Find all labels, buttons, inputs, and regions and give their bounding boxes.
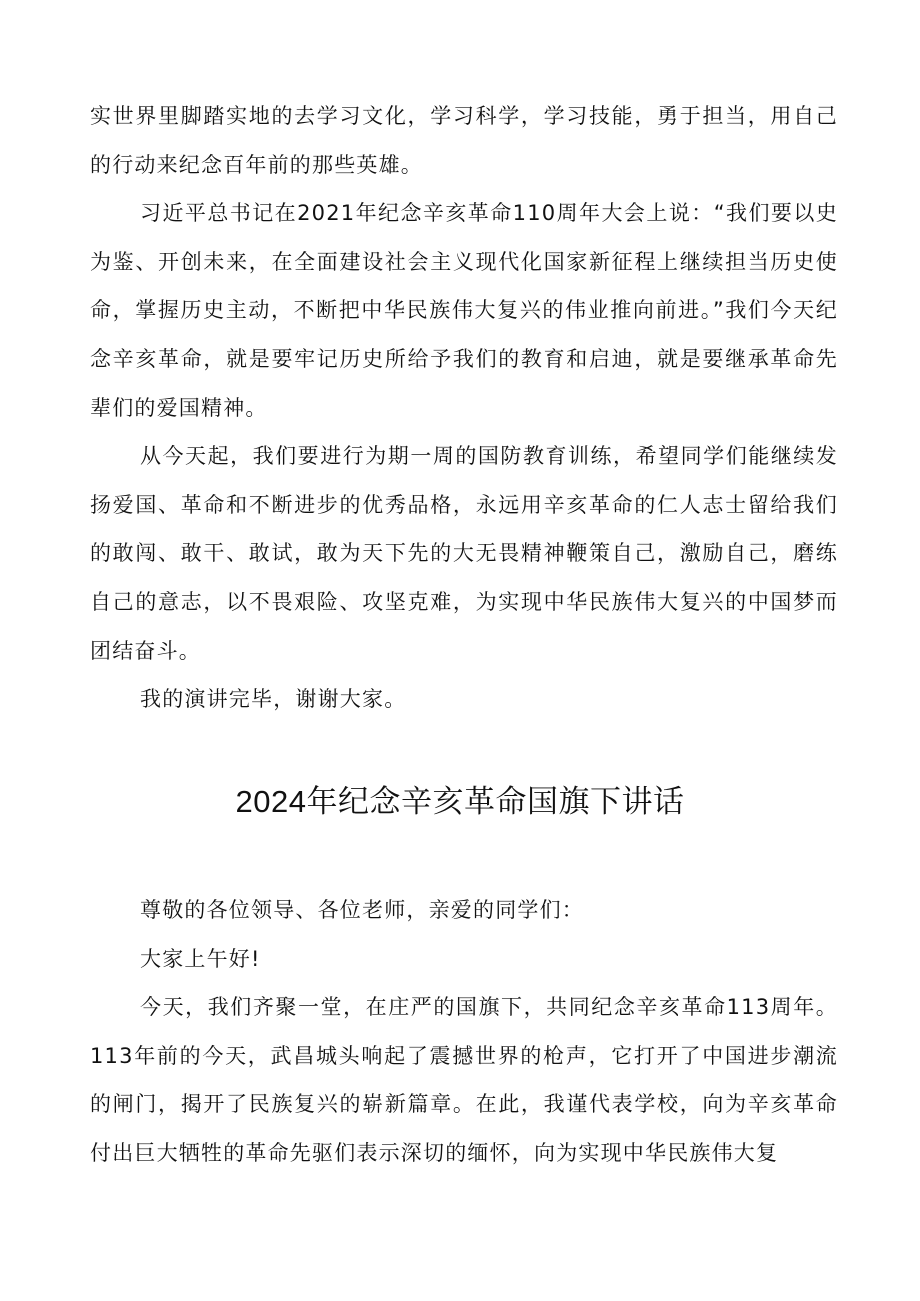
paragraph: 我的演讲完毕，谢谢大家。 (140, 687, 407, 712)
salutation: 尊敬的各位领导、各位老师，亲爱的同学们： (140, 898, 584, 922)
speech-title: 2024年纪念辛亥革命国旗下讲话 (235, 784, 685, 819)
previous-speech-ending (90, 92, 838, 724)
paragraph: 今天，我们齐聚一堂，在庄严的国旗下，共同纪念辛亥革命113周年。113年前的今天，武昌城头响起了震撼世界的枪声，它打开了中国进步潮流的闸门，揭开了民族复兴的崭新篇章。在此，我谨代表学校，向为辛亥革命付出巨大牺牲的革命先驱们表示深切的缅怀，向为实现中华民族伟大复 (90, 995, 838, 1165)
paragraph: 习近平总书记在2021年纪念辛亥革命110周年大会上说：“我们要以史为鉴、开创未来，在全面建设社会主义现代化国家新征程上继续担当历史使命，掌握历史主动，不断把中华民族伟大复兴的伟业推向前进。”我们今天纪念辛亥革命，就是要牢记历史所给予我们的教育和启迪，就是要继承革命先辈们的爱国精神。 (90, 201, 838, 420)
greeting: 大家上午好! (140, 946, 261, 971)
paragraph: 实世界里脚踏实地的去学习文化，学习科学，学习技能，勇于担当，用自己的行动来纪念百年前的那些英雄。 (90, 104, 838, 177)
paragraph: 从今天起，我们要进行为期一周的国防教育训练，希望同学们能继续发扬爱国、革命和不断进步的优秀品格，永远用辛亥革命的仁人志士留给我们的敢闯、敢干、敢试，敢为天下先的大无畏精神鞭策自己，激励自己，磨练自己的意志，以不畏艰险、攻坚克难，为实现中华民族伟大复兴的中国梦而团结奋斗。 (90, 444, 838, 663)
speech-body (90, 886, 838, 1178)
